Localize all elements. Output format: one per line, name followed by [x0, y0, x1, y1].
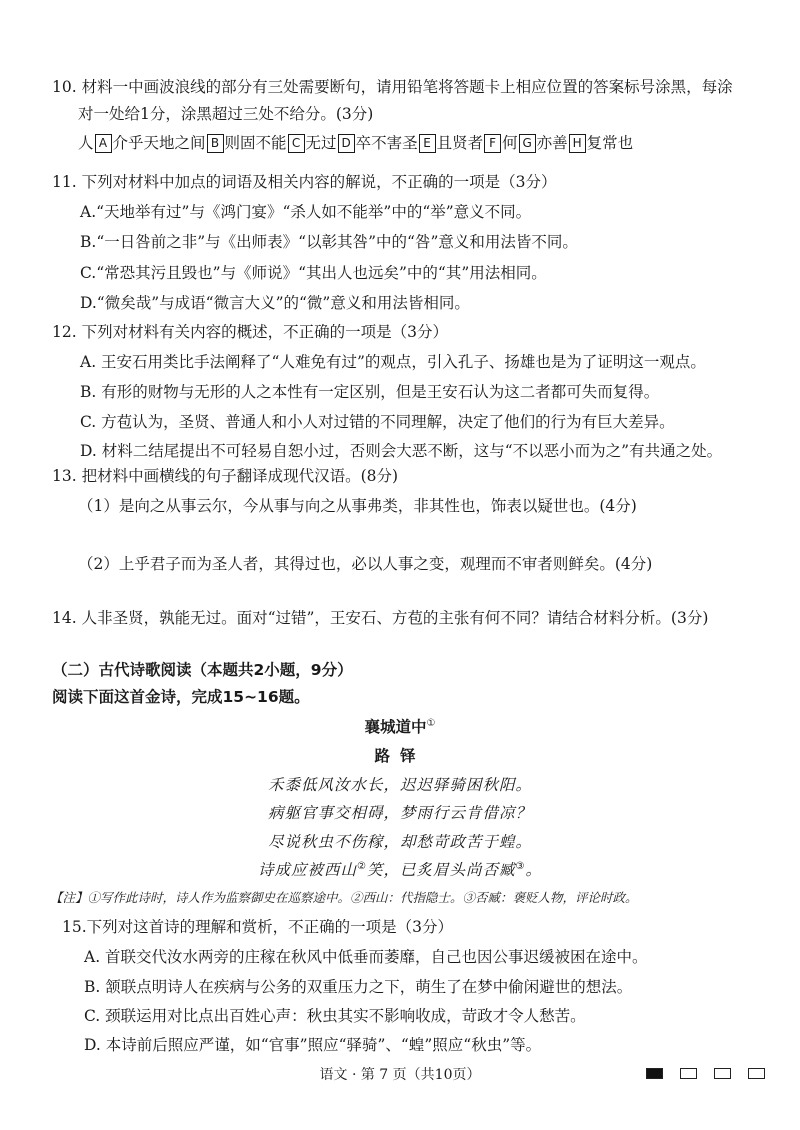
q11-stem: 11. 下列对材料中加点的词语及相关内容的解说，不正确的一项是（3分）	[52, 173, 557, 191]
q10-answer-box-g[interactable]: G	[519, 134, 536, 153]
q14-stem: 14. 人非圣贤，孰能无过。面对“过错”，王安石、方苞的主张有何不同？请结合材料分析。(3分)	[52, 609, 709, 627]
q10-segment-text: 且贤者	[436, 134, 484, 152]
q12-option-d: D. 材料二结尾提出不可轻易自恕小过，否则会大恶不断，这与“不以恶小而为之”有共通之处。	[80, 442, 723, 460]
page-indicator-square-4	[748, 1068, 765, 1079]
poem-line-4	[0, 858, 800, 880]
q15-option-d: D. 本诗前后照应严谨，如“官事”照应“驿骑”、“蝗”照应“秋虫”等。	[84, 1036, 542, 1054]
q10-segment-text: 何	[502, 134, 518, 152]
q10-answer-box-h[interactable]: H	[569, 134, 586, 153]
q11-option-a: A.“天地举有过”与《鸿门宴》“杀人如不能举”中的“举”意义不同。	[80, 203, 532, 221]
page-indicator-square-1	[646, 1068, 663, 1079]
page-indicator-square-3	[714, 1068, 731, 1079]
q11-option-d: D.“微矣哉”与成语“微言大义”的“微”意义和用法皆相同。	[80, 294, 470, 312]
q13-sentence-2: （2）上乎君子而为圣人者，其得过也，必以人事之变，观理而不审者则鲜矣。(4分)	[78, 555, 653, 573]
q11-option-c: C.“常恐其污且毁也”与《师说》“其出人也远矣”中的“其”用法相同。	[80, 264, 547, 282]
page-indicator-square-2	[680, 1068, 697, 1079]
page-indicator	[646, 1063, 782, 1081]
q10-segment-text: 则固不能	[224, 134, 287, 152]
q10-segment-text: 无过	[305, 134, 337, 152]
poem-line-1: 禾黍低风汝水长，迟迟驿骑困秋阳。	[267, 776, 532, 794]
q10-stem-line1: 10. 材料一中画波浪线的部分有三处需要断句，请用铅笔将答题卡上相应位置的答案标号涂黑，每涂	[52, 78, 733, 96]
q10-answer-box-d[interactable]: D	[338, 134, 355, 153]
q12-option-b: B. 有形的财物与无形的人之本性有一定区别，但是王安石认为这二者都可失而复得。	[80, 383, 660, 401]
page-footer: 语文 · 第 7 页（共10页）	[319, 1067, 481, 1083]
q15-stem: 15.下列对这首诗的理解和赏析，不正确的一项是（3分）	[62, 918, 454, 936]
q15-option-a: A. 首联交代汝水两旁的庄稼在秋风中低垂而萎靡，自己也因公事迟缓被困在途中。	[84, 948, 648, 966]
q10-segment-text: 卒不害圣	[355, 134, 418, 152]
poem-note-3: ③	[515, 860, 526, 872]
q13-stem: 13. 把材料中画横线的句子翻译成现代汉语。(8分)	[52, 467, 399, 485]
q10-segment-text: 亦善	[536, 134, 568, 152]
q10-answer-box-b[interactable]: B	[207, 134, 224, 153]
poem-note-2: ②	[357, 860, 367, 872]
poem-line-4-a: 诗成应被西山	[258, 861, 358, 879]
q10-answer-box-a[interactable]: A	[95, 134, 112, 153]
q11-option-b: B.“一日咎前之非”与《出师表》“以彰其咎”中的“咎”意义和用法皆不同。	[80, 233, 578, 251]
section-intro: 阅读下面这首金诗，完成15~16题。	[52, 688, 310, 706]
poem-line-4-c: 。	[525, 861, 542, 879]
q10-answer-box-f[interactable]: F	[484, 134, 501, 153]
poem-line-3: 尽说秋虫不伤稼，却愁苛政苦于蝗。	[267, 833, 532, 851]
q10-segment-text: 介乎天地之间	[112, 134, 206, 152]
poem-line-4-b: 笑，已炙眉头尚否臧	[366, 861, 516, 879]
q10-stem-line2: 对一处给1分，涂黑超过三处不给分。(3分)	[78, 105, 374, 123]
poem-title-note: ①	[426, 717, 436, 729]
section-heading: （二）古代诗歌阅读（本题共2小题，9分）	[52, 661, 353, 679]
q12-stem: 12. 下列对材料有关内容的概述，不正确的一项是（3分）	[52, 323, 448, 341]
q12-option-a: A. 王安石用类比手法阐释了“人难免有过”的观点，引入孔子、扬雄也是为了证明这一观点。	[80, 353, 706, 371]
poem-author: 路铎	[374, 747, 426, 765]
poem-line-2: 病躯官事交相碍，梦雨行云肯借凉？	[267, 804, 532, 822]
poem-title	[0, 715, 800, 737]
q15-option-b: B. 颔联点明诗人在疾病与公务的双重压力之下，萌生了在梦中偷闲避世的想法。	[84, 978, 633, 996]
q12-option-c: C. 方苞认为，圣贤、普通人和小人对过错的不同理解，决定了他们的行为有巨大差异。	[80, 413, 675, 431]
q10-answer-box-c[interactable]: C	[288, 134, 305, 153]
q15-option-c: C. 颈联运用对比点出百姓心声：秋虫其实不影响收成，苛政才令人愁苦。	[84, 1007, 586, 1025]
poem-title-text: 襄城道中	[364, 718, 427, 736]
q10-answer-box-e[interactable]: E	[419, 134, 436, 153]
q10-segment-text: 人	[78, 134, 94, 152]
q10-answer-row	[78, 131, 633, 155]
q13-sentence-1: （1）是向之从事云尔，今从事与向之从事弗类，非其性也，饰表以疑世也。(4分)	[78, 497, 637, 515]
poem-footnote: 【注】①写作此诗时，诗人作为监察御史在巡察途中。②西山：代指隐士。③否臧：褒贬人物，评论时政。	[50, 890, 638, 905]
q10-segment-text: 复常也	[586, 134, 634, 152]
